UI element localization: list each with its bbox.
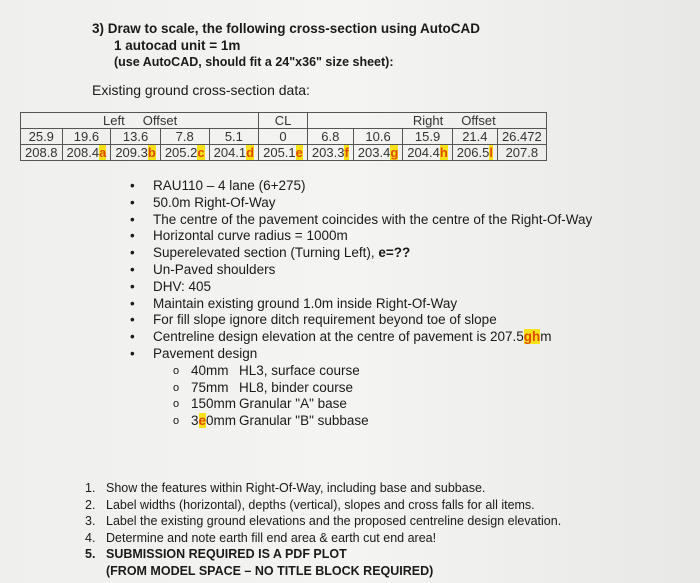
task-item: [85, 530, 561, 547]
task-item: [85, 513, 561, 530]
elevation-cell: [353, 145, 403, 161]
item-text: Superelevated section (Turning Left),: [153, 245, 379, 261]
list-item: • DHV: 405: [130, 279, 600, 296]
question-header: [92, 20, 480, 71]
task-text: Label the existing ground elevations and the proposed centreline design elevation.: [106, 514, 562, 528]
unit-note: 1 autocad unit = 1m: [114, 38, 241, 53]
offset-cell: 5.1: [209, 129, 259, 145]
thickness-text: mm: [206, 379, 229, 395]
thickness-text: 75: [191, 379, 207, 395]
layer-description: HL8, binder course: [239, 379, 354, 395]
elevation-cell: [111, 145, 161, 161]
item-text: Centreline design elevation at the centre of pavement is 207.5: [153, 329, 524, 345]
layer-thickness: [191, 413, 239, 430]
elevation-cell: [62, 145, 111, 161]
layer-description: Granular "B" subbase: [239, 413, 369, 429]
list-item: • For fill slope ignore ditch requirement beyond toe of slope: [130, 312, 600, 329]
highlight-mark: gh: [523, 329, 541, 345]
elevation-value: 209.3: [115, 145, 148, 160]
elevation-value: 203.3: [311, 145, 345, 160]
layer-thickness: [191, 380, 239, 397]
right-offset-header: Right Offset: [307, 113, 546, 129]
list-item: • Horizontal curve radius = 1000m: [130, 228, 600, 245]
pavement-layers-list: [153, 363, 600, 430]
design-criteria-list: [130, 178, 600, 430]
highlight-mark: c: [197, 145, 205, 160]
elevation-value: 208.4: [66, 145, 100, 160]
task-text: Label widths (horizontal), depths (vertical), slopes and cross falls for all items.: [106, 497, 535, 512]
offset-cell: 15.9: [403, 129, 453, 145]
task-item: [85, 497, 561, 514]
offset-row: [21, 129, 547, 145]
layer-thickness: [191, 396, 239, 413]
offset-cell: 19.6: [62, 129, 111, 145]
elevation-cell: [21, 145, 63, 161]
highlight-mark: g: [390, 145, 399, 160]
pavement-layer: [173, 363, 600, 380]
thickness-text: 150: [191, 396, 214, 412]
elevation-cell: [497, 145, 546, 161]
task-item: [85, 546, 561, 563]
cl-header: CL: [259, 113, 308, 129]
task-text: SUBMISSION REQUIRED IS A PDF PLOT: [106, 547, 347, 561]
task-number: 3.: [85, 514, 96, 528]
offset-cell: 6.8: [307, 129, 353, 145]
elevation-value: 208.8: [25, 145, 58, 160]
offset-cell: 7.8: [160, 129, 209, 145]
elevation-cell: [160, 145, 209, 161]
task-number: 1.: [85, 481, 96, 495]
task-list: [85, 480, 561, 579]
highlight-mark: l: [489, 145, 493, 160]
list-item: • RAU110 – 4 lane (6+275): [130, 178, 600, 195]
elevation-row: [21, 145, 547, 161]
elevation-cell: [307, 145, 353, 161]
task-number: 5.: [85, 547, 96, 561]
highlight-mark: e: [198, 413, 207, 429]
elevation-value: 203.4: [357, 145, 391, 160]
highlight-mark: e: [295, 145, 303, 160]
question-title: 3) Draw to scale, the following cross-section using AutoCAD: [92, 21, 481, 36]
list-item: [130, 346, 600, 430]
item-text: m: [540, 329, 552, 345]
pavement-layer: [173, 380, 600, 397]
thickness-text: 3: [191, 413, 199, 429]
existing-ground-label: Existing ground cross-section data:: [92, 82, 310, 98]
task-number: 4.: [85, 530, 96, 545]
offset-cell: 25.9: [21, 129, 63, 145]
task-text: Determine and note earth fill end area & earth cut end area!: [106, 530, 437, 545]
elevation-value: 205.2: [164, 145, 198, 160]
task-text: Show the features within Right-Of-Way, including base and subbase.: [106, 481, 486, 495]
highlight-mark: f: [344, 145, 349, 160]
highlight-mark: d: [246, 145, 255, 160]
thickness-text: 40: [191, 362, 207, 378]
list-item: • Maintain existing ground 1.0m inside Right-Of-Way: [130, 296, 600, 313]
elevation-value: 207.8: [505, 145, 539, 160]
thickness-text: 0mm: [206, 413, 237, 429]
sheet-note: (use AutoCAD, should fit a 24"x36" size sheet):: [114, 55, 394, 69]
layer-description: HL3, surface course: [239, 362, 360, 378]
offset-cell: 0: [259, 129, 308, 145]
thickness-text: mm: [206, 362, 229, 378]
offset-cell: 26.472: [497, 129, 546, 145]
task-number: 2.: [85, 497, 96, 512]
pavement-layer: [173, 413, 600, 430]
thickness-text: mm: [213, 396, 237, 412]
offset-cell: 13.6: [111, 129, 161, 145]
elevation-value: 204.4: [407, 145, 440, 160]
highlight-mark: b: [147, 145, 156, 160]
elevation-value: 204.1: [213, 145, 247, 160]
offset-cell: 21.4: [452, 129, 497, 145]
highlight-mark: a: [99, 145, 107, 160]
elevation-value: 206.5: [456, 145, 490, 160]
offset-cell: 10.6: [353, 129, 403, 145]
layer-description: Granular "A" base: [239, 396, 347, 412]
list-item: • The centre of the pavement coincides with the centre of the Right-Of-Way: [130, 212, 600, 229]
elevation-cell: [403, 145, 453, 161]
highlight-mark: h: [439, 145, 448, 160]
elevation-cell: [259, 145, 308, 161]
left-offset-header: Left Offset: [21, 113, 259, 129]
cross-section-table: [20, 112, 547, 161]
elevation-cell: [209, 145, 259, 161]
task-item-continuation: (FROM MODEL SPACE – NO TITLE BLOCK REQUIRED): [106, 563, 434, 578]
item-text: Pavement design: [153, 345, 258, 361]
pavement-layer: [173, 396, 600, 413]
list-item: • Un-Paved shoulders: [130, 262, 600, 279]
elevation-cell: [452, 145, 497, 161]
elevation-value: 205.1: [263, 145, 296, 160]
superelevation-value: e=??: [378, 245, 411, 261]
layer-thickness: [191, 363, 239, 380]
table-header-row: [21, 113, 547, 129]
list-item: [130, 245, 600, 262]
task-item: [85, 480, 561, 497]
list-item: [130, 329, 600, 346]
list-item: • 50.0m Right-Of-Way: [130, 195, 600, 212]
